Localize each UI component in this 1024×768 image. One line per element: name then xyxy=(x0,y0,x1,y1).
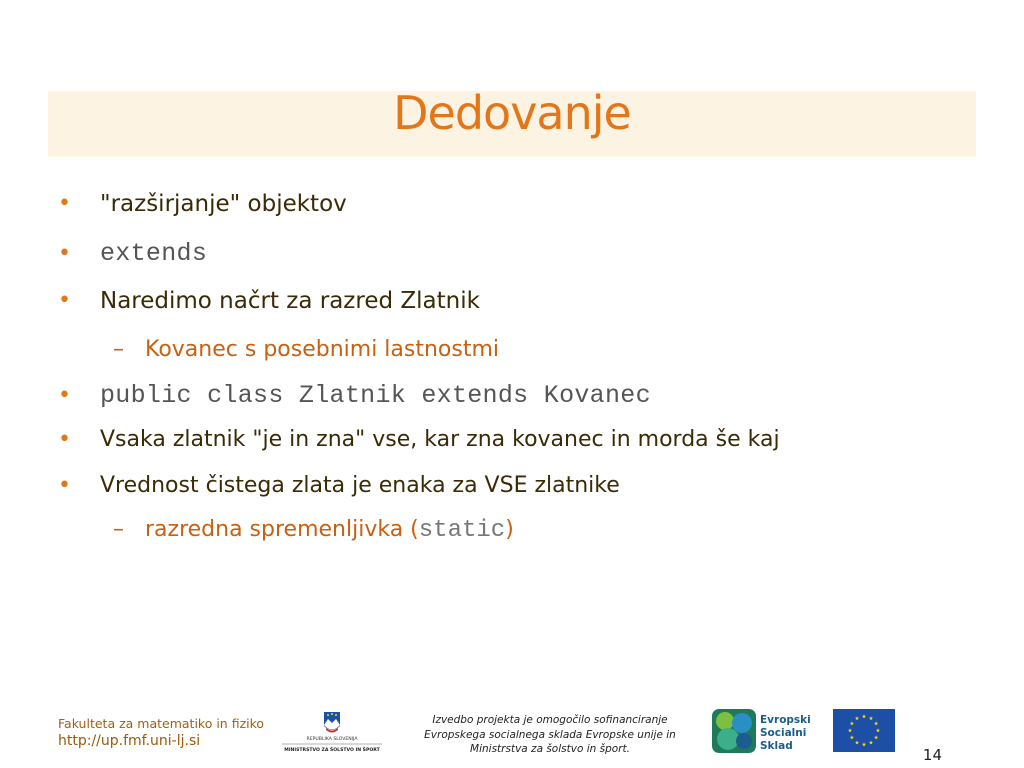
esf-logo-line1: Evropski xyxy=(760,714,811,726)
ministry-logo-line2: MINISTRSTVO ZA ŠOLSTVO IN ŠPORT xyxy=(284,748,380,753)
funding-note-line: Izvedbo projekta je omogočilo sofinanciranje xyxy=(432,714,668,726)
sub-bullet-text-after: ) xyxy=(505,517,514,542)
funding-note-line: Evropskega socialnega sklada Evropske unije in xyxy=(424,728,676,741)
bullet-text: "razširjanje" objektov xyxy=(100,191,347,217)
esf-logo-line2: Socialni xyxy=(760,727,807,739)
sub-bullet-text xyxy=(145,517,514,544)
sub-bullet-text: Kovanec s posebnimi lastnostmi xyxy=(145,337,500,362)
bullet-code: public class Zlatnik extends Kovanec xyxy=(100,381,651,410)
esf-logo xyxy=(712,709,812,753)
bullet-code: extends xyxy=(100,239,208,268)
bullet-text: Naredimo načrt za razred Zlatnik xyxy=(100,288,480,314)
eu-flag-icon xyxy=(833,709,895,752)
faculty-name: Fakulteta za matematiko in fiziko xyxy=(58,716,265,731)
sub-bullet-marker: – xyxy=(113,337,124,362)
esf-logo-line3: Sklad xyxy=(760,740,793,752)
bullet-marker: • xyxy=(58,383,71,408)
bullet-marker: • xyxy=(58,288,71,313)
faculty-url: http://up.fmf.uni-lj.si xyxy=(58,733,201,749)
bullet-marker: • xyxy=(58,191,71,216)
sub-bullet-text-before: razredna spremenljivka ( xyxy=(145,517,419,542)
funding-note xyxy=(400,713,700,757)
sub-bullet-marker: – xyxy=(113,517,124,542)
page-number: 14 xyxy=(922,746,942,764)
bullet-text: Vrednost čistega zlata je enaka za VSE zlatnike xyxy=(100,473,620,498)
funding-note-line: Ministrstva za šolstvo in šport. xyxy=(470,743,630,755)
ministry-logo-line1: REPUBLIKA SLOVENIJA xyxy=(306,737,358,742)
bullet-marker: • xyxy=(58,427,71,452)
bullet-marker: • xyxy=(58,241,71,266)
bullet-marker: • xyxy=(58,473,71,498)
ministry-logo xyxy=(280,708,384,756)
inline-code: static xyxy=(418,517,506,544)
slide-title: Dedovanje xyxy=(393,86,631,140)
bullet-text: Vsaka zlatnik "je in zna" vse, kar zna kovanec in morda še kaj xyxy=(100,427,780,452)
